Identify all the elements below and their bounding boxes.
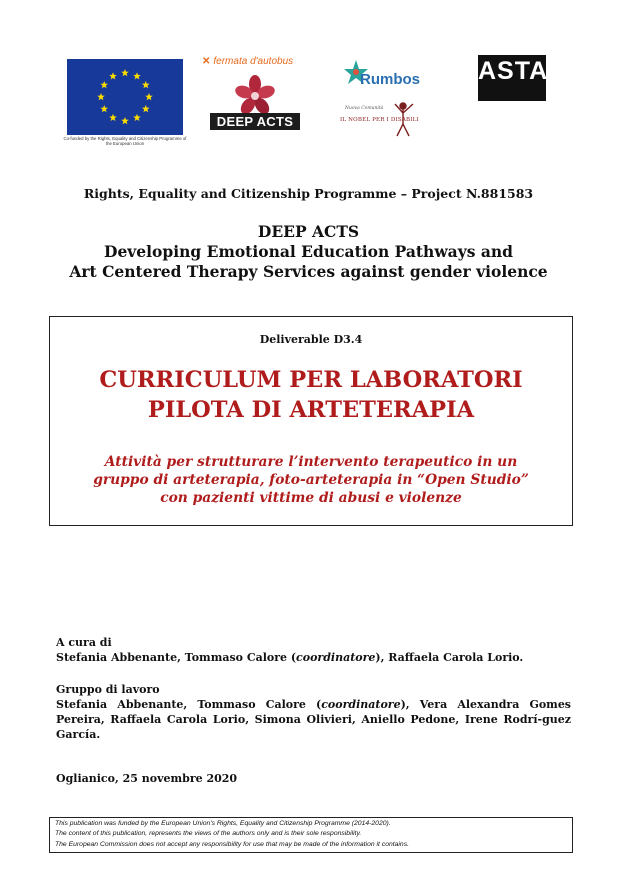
document-title-line2: PILOTA DI ARTETERAPIA	[147, 397, 475, 423]
fermata-logo	[202, 56, 293, 67]
gruppo-names	[56, 697, 571, 742]
rumbos-wordmark: Rumbos	[360, 71, 420, 88]
subtitle-line3: con pazienti vittime di abusi e violenze	[160, 490, 462, 506]
gruppo-role: coordinatore	[321, 698, 401, 711]
gruppo-names-after: ), Vera Alexandra Gomes Pereira, Raffaela Carola Lorio, Simona Olivieri, Aniello Pedone, Irene Rodrí-guez García.	[56, 698, 572, 741]
deepacts-wordmark: DEEP ACTS	[210, 113, 300, 130]
disclaimer-line1: This publication was funded by the European Union's Rights, Equality and Citizenship Programme (2014-2020).	[55, 820, 391, 827]
eu-star	[121, 69, 129, 76]
eu-star	[142, 105, 150, 112]
curatori-names	[56, 650, 571, 665]
curatori-names-after: ), Raffaela Carola Lorio.	[375, 651, 524, 664]
document-title	[49, 365, 573, 425]
eu-star	[109, 72, 117, 79]
disclaimer-line2: The content of this publication, represents the views of the authors only and is their sole responsibility.	[55, 830, 362, 837]
eu-star	[142, 81, 150, 88]
eu-flag-logo	[67, 59, 183, 135]
project-line1: Developing Emotional Education Pathways and	[104, 242, 513, 261]
nobel-line2: IL NOBEL PER I DISABILI	[340, 117, 419, 123]
fermata-label: fermata d'autobus	[213, 56, 294, 67]
curatori-role: coordinatore	[296, 651, 376, 664]
document-title-line1: CURRICULUM PER LABORATORI	[99, 367, 523, 393]
gruppo-heading: Gruppo di lavoro	[56, 683, 160, 696]
deliverable-label: Deliverable D3.4	[259, 333, 363, 346]
curatori-heading: A cura di	[56, 636, 112, 649]
eu-caption: Co-funded by the Rights, Equality and Citizenship Programme of the European Union	[63, 136, 187, 146]
eu-star	[97, 93, 105, 100]
subtitle-line1: Attività per strutturare l’intervento terapeutico in un	[104, 454, 518, 470]
curatori-names-before: Stefania Abbenante, Tommaso Calore (	[56, 651, 297, 664]
project-line2: Art Centered Therapy Services against gender violence	[69, 262, 548, 281]
eu-star	[133, 114, 141, 121]
programme-heading: Rights, Equality and Citizenship Programme – Project N.881583	[83, 186, 534, 201]
eu-star	[109, 114, 117, 121]
nobel-line1: Nuova Comunità	[345, 106, 384, 111]
eu-star	[145, 93, 153, 100]
eu-star	[133, 72, 141, 79]
eu-star	[100, 81, 108, 88]
asta-wordmark: ASTA	[478, 57, 549, 85]
project-title	[0, 222, 617, 282]
fermata-mark-icon: ✕	[202, 56, 211, 67]
eu-star	[100, 105, 108, 112]
place-date: Oglianico, 25 novembre 2020	[56, 772, 238, 785]
disclaimer-line3: The European Commission does not accept any responsibility for use that may be made of the information it contains.	[55, 841, 410, 848]
document-subtitle	[49, 453, 573, 507]
gruppo-names-before: Stefania Abbenante, Tommaso Calore (	[56, 698, 322, 711]
eu-star	[121, 117, 129, 124]
project-acronym: DEEP ACTS	[257, 222, 360, 241]
eu-stars-icon	[67, 59, 183, 135]
subtitle-line2: gruppo di arteterapia, foto-arteterapia in “Open Studio”	[93, 472, 529, 488]
